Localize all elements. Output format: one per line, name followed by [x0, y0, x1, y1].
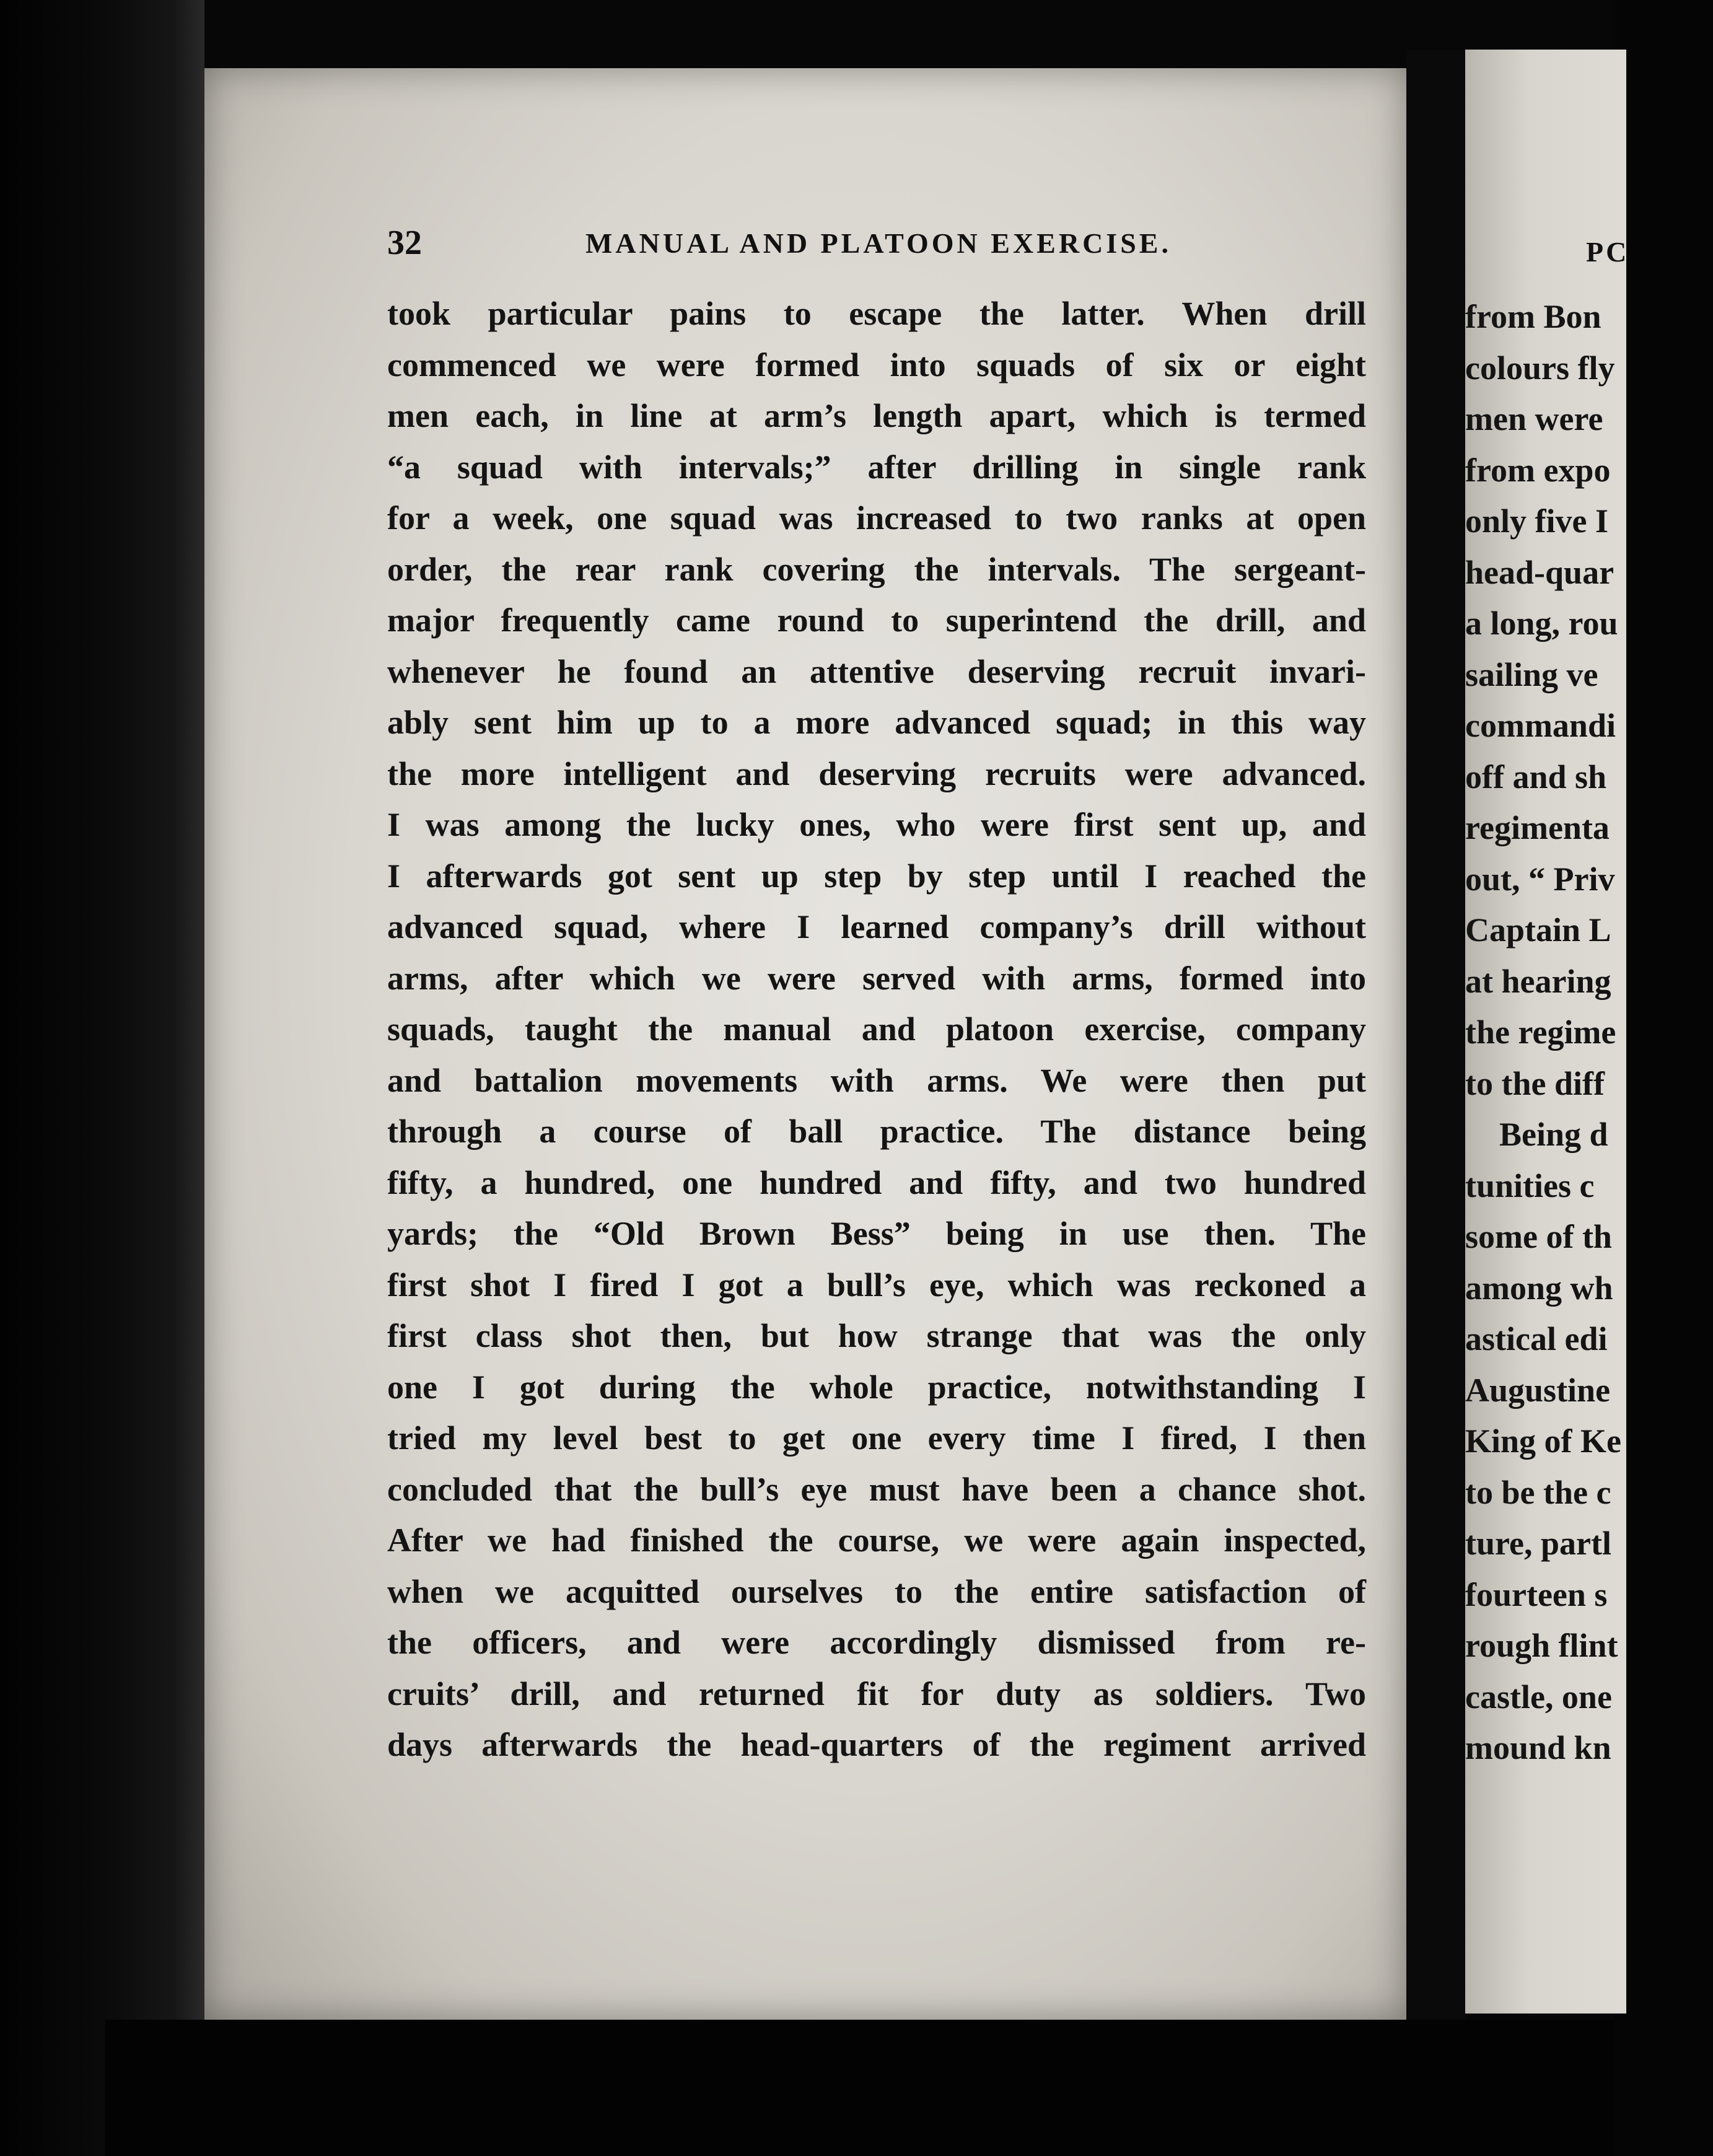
text-line: tried my level best to get one every time I fired, I then — [387, 1419, 1366, 1457]
text-line: concluded that the bull’s eye must have been a chance shot. — [387, 1470, 1366, 1508]
right-text-line: from expo — [1465, 451, 1611, 489]
right-text-line: only five I — [1465, 502, 1609, 540]
text-line: days afterwards the head-quarters of the regiment arrived — [387, 1726, 1366, 1763]
text-line: arms, after which we were served with arms, formed into — [387, 959, 1366, 997]
text-line: I was among the lucky ones, who were first sent up, and — [387, 806, 1366, 843]
text-line: through a course of ball practice. The distance being — [387, 1113, 1366, 1150]
right-text-line: among wh — [1465, 1269, 1613, 1307]
right-text-line: regimenta — [1465, 809, 1610, 846]
text-line: squads, taught the manual and platoon exercise, company — [387, 1010, 1366, 1048]
text-line: when we acquitted ourselves to the entire satisfaction of — [387, 1572, 1366, 1610]
right-text-line: men were — [1465, 400, 1603, 437]
page-number: 32 — [387, 224, 422, 262]
running-head-title: MANUAL AND PLATOON EXERCISE. — [585, 227, 1172, 259]
scan-bottom-edge — [105, 2020, 1614, 2156]
text-line: the more intelligent and deserving recruits were advanced. — [387, 755, 1366, 792]
right-text-line: at hearing — [1465, 962, 1611, 1000]
right-text-line: the regime — [1465, 1014, 1616, 1051]
right-text-line: colours fly — [1465, 349, 1615, 387]
right-text-line: to the diff — [1465, 1064, 1605, 1102]
right-text-line: fourteen s — [1465, 1575, 1608, 1613]
right-running-head: PC — [1586, 236, 1629, 268]
right-text-line: astical edi — [1465, 1320, 1608, 1357]
text-line: I afterwards got sent up step by step until I reached the — [387, 857, 1366, 895]
text-line: commenced we were formed into squads of six or eight — [387, 346, 1366, 383]
text-line: yards; the “Old Brown Bess” being in use then. The — [387, 1215, 1366, 1252]
right-text-line: Being d — [1499, 1116, 1608, 1153]
right-text-line: Captain L — [1465, 911, 1611, 949]
right-text-line: sailing ve — [1465, 655, 1598, 693]
right-page-text — [1465, 291, 1713, 1774]
right-text-line: King of Ke — [1465, 1422, 1621, 1460]
text-line: fifty, a hundred, one hundred and fifty, and two hundred — [387, 1163, 1366, 1201]
text-line: cruits’ drill, and returned fit for duty as soldiers. Two — [387, 1675, 1366, 1712]
text-line: first class shot then, but how strange that was the only — [387, 1317, 1366, 1354]
text-line: major frequently came round to superintend the drill, and — [387, 602, 1366, 639]
right-text-line: Augustine — [1465, 1371, 1611, 1409]
text-line: whenever he found an attentive deserving recruit invari- — [387, 652, 1366, 690]
right-text-line: to be the c — [1465, 1473, 1611, 1511]
page-gutter — [1406, 50, 1465, 2094]
text-line: took particular pains to escape the latter. When drill — [387, 295, 1366, 332]
text-line: advanced squad, where I learned company’s drill without — [387, 908, 1366, 945]
right-text-line: a long, rou — [1465, 605, 1618, 642]
right-text-line: tunities c — [1465, 1167, 1595, 1204]
running-head — [387, 223, 1366, 260]
right-text-line: castle, one — [1465, 1678, 1612, 1716]
body-text — [387, 288, 1366, 1771]
text-line: for a week, one squad was increased to two ranks at open — [387, 499, 1366, 537]
text-line: men each, in line at arm’s length apart, which is termed — [387, 397, 1366, 434]
right-text-line: mound kn — [1465, 1729, 1611, 1766]
text-line: order, the rear rank covering the intervals. The sergeant- — [387, 550, 1366, 588]
text-line: first shot I fired I got a bull’s eye, which was reckoned a — [387, 1266, 1366, 1304]
text-line: one I got during the whole practice, notwithstanding I — [387, 1368, 1366, 1406]
text-line: ably sent him up to a more advanced squad; in this way — [387, 704, 1366, 741]
text-line: “a squad with intervals;” after drilling in single rank — [387, 448, 1366, 486]
right-text-line: some of th — [1465, 1218, 1612, 1255]
book-binding — [0, 0, 204, 2156]
right-text-line: from Bon — [1465, 298, 1601, 335]
right-text-line: commandi — [1465, 707, 1616, 744]
text-line: and battalion movements with arms. We were then put — [387, 1061, 1366, 1099]
right-text-line: head-quar — [1465, 553, 1614, 591]
right-page — [1465, 50, 1629, 2014]
text-line: the officers, and were accordingly dismissed from re- — [387, 1624, 1366, 1661]
right-text-line: ture, partl — [1465, 1525, 1611, 1562]
right-text-line: rough flint — [1465, 1627, 1618, 1664]
text-line: After we had finished the course, we were again inspected, — [387, 1522, 1366, 1559]
right-text-line: off and sh — [1465, 758, 1607, 795]
right-text-line: out, “ Priv — [1465, 860, 1615, 898]
